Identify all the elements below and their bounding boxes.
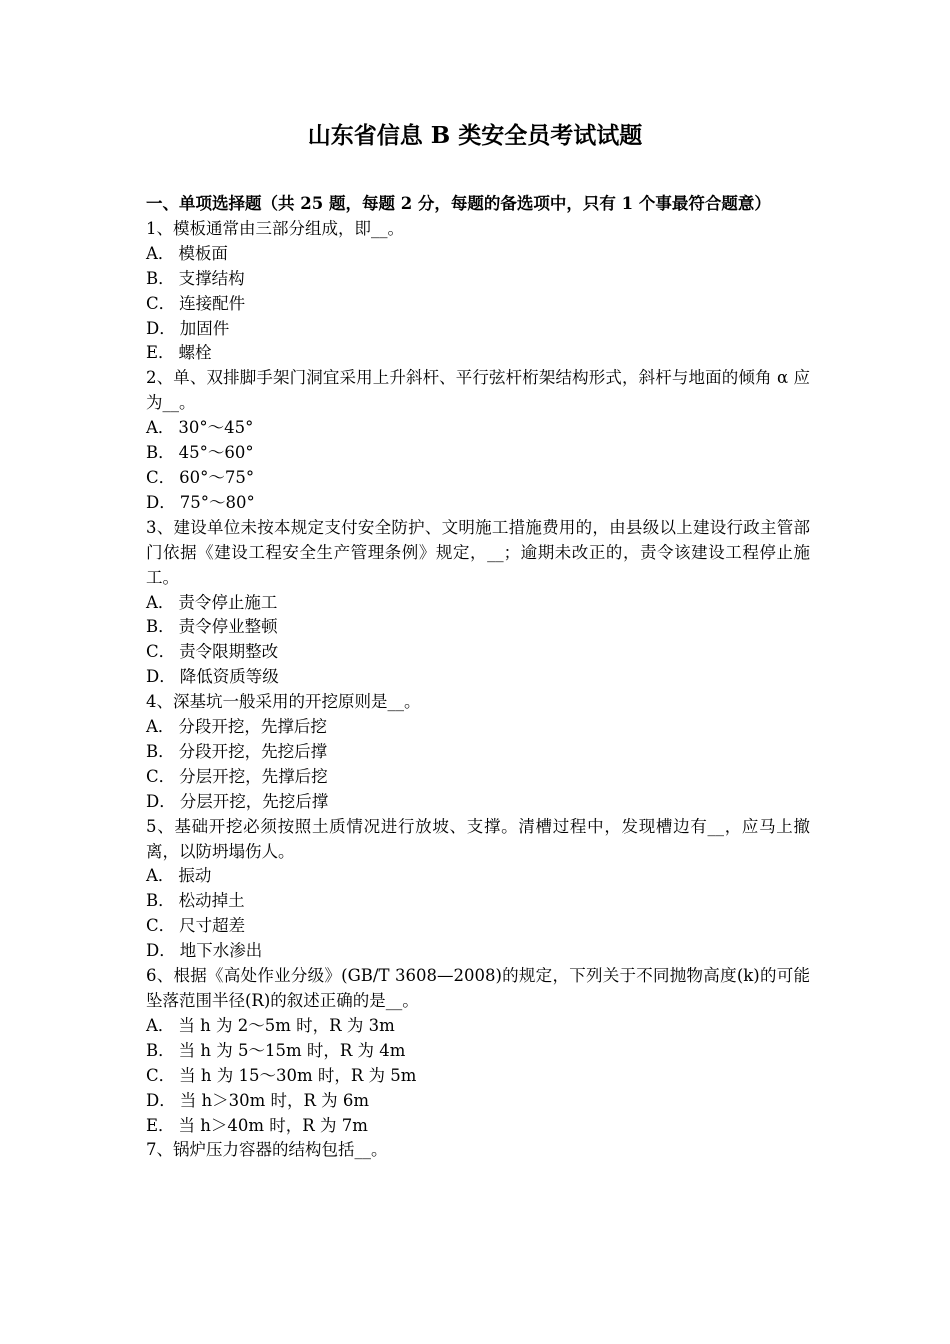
option-text: 75°～80° xyxy=(179,492,255,512)
option-text: 60°～75° xyxy=(179,467,255,487)
option-letter: B． xyxy=(146,1040,175,1060)
question-stem: 1、模板通常由三部分组成，即__。 xyxy=(146,218,404,238)
question-stem: 4、深基坑一般采用的开挖原则是__。 xyxy=(146,692,421,712)
option-text: 当 h＞30m 时，R 为 6m xyxy=(179,1090,370,1110)
question-block xyxy=(146,815,810,964)
answer-option xyxy=(146,790,810,815)
option-text: 支撑结构 xyxy=(178,268,245,288)
answer-option xyxy=(146,491,810,516)
answer-option xyxy=(146,1089,810,1114)
option-letter: C． xyxy=(146,467,176,487)
option-text: 松动掉土 xyxy=(178,891,245,911)
option-text: 当 h 为 2～5m 时，R 为 3m xyxy=(178,1015,395,1035)
question-block xyxy=(146,690,810,815)
section-header: 一、单项选择题（共 25 题，每题 2 分，每题的备选项中，只有 1 个事最符合题意） xyxy=(146,194,771,213)
answer-option xyxy=(146,341,810,366)
answer-option xyxy=(146,242,810,267)
answer-option xyxy=(146,267,810,292)
option-text: 分段开挖，先撑后挖 xyxy=(178,717,327,737)
question-stem: 6、根据《高处作业分级》(GB/T 3608—2008)的规定，下列关于不同抛物高度(k)的可能坠落范围半径(R)的叙述正确的是__。 xyxy=(146,966,810,1010)
option-letter: C． xyxy=(146,916,176,936)
question-block xyxy=(146,366,810,515)
option-letter: A． xyxy=(146,1015,175,1035)
option-letter: B． xyxy=(146,443,175,463)
option-text: 地下水渗出 xyxy=(179,941,263,961)
option-text: 振动 xyxy=(178,866,212,886)
answer-option xyxy=(146,1039,810,1064)
answer-option xyxy=(146,715,810,740)
answer-option xyxy=(146,914,810,939)
answer-option xyxy=(146,765,810,790)
answer-option xyxy=(146,416,810,441)
answer-option xyxy=(146,1064,810,1089)
option-text: 分层开挖，先撑后挖 xyxy=(179,766,328,786)
option-letter: D． xyxy=(146,1090,176,1110)
question-stem: 5、基础开挖必须按照土质情况进行放坡、支撑。清槽过程中，发现槽边有__，应马上撤离，以防坍塌伤人。 xyxy=(146,816,810,861)
option-text: 螺栓 xyxy=(178,343,212,363)
question-stem: 3、建设单位未按本规定支付安全防护、文明施工措施费用的，由县级以上建设行政主管部门依据《建设工程安全生产管理条例》规定，__；逾期未改正的，责令该建设工程停止施工。 xyxy=(146,517,810,587)
option-letter: D． xyxy=(146,667,176,687)
option-letter: C． xyxy=(146,293,176,313)
answer-option xyxy=(146,640,810,665)
answer-option xyxy=(146,939,810,964)
answer-option xyxy=(146,740,810,765)
option-letter: C． xyxy=(146,766,176,786)
option-letter: B． xyxy=(146,741,175,761)
option-text: 责令停止施工 xyxy=(178,592,278,612)
option-text: 30°～45° xyxy=(178,418,254,438)
answer-option xyxy=(146,1014,810,1039)
option-letter: D． xyxy=(146,492,176,512)
question-stem: 2、单、双排脚手架门洞宜采用上升斜杆、平行弦杆桁架结构形式，斜杆与地面的倾角 α 应为__。 xyxy=(146,368,810,413)
answer-option xyxy=(146,317,810,342)
option-text: 模板面 xyxy=(178,243,228,263)
option-letter: A． xyxy=(146,592,175,612)
answer-option xyxy=(146,466,810,491)
answer-option xyxy=(146,1114,810,1139)
answer-option xyxy=(146,292,810,317)
option-letter: E． xyxy=(146,343,175,363)
question-block xyxy=(146,1138,810,1163)
document-title: 山东省信息 B 类安全员考试试题 xyxy=(307,122,643,149)
question-stem: 7、锅炉压力容器的结构包括__。 xyxy=(146,1140,388,1160)
option-text: 当 h 为 15～30m 时，R 为 5m xyxy=(179,1065,417,1085)
answer-option xyxy=(146,665,810,690)
option-letter: B． xyxy=(146,268,175,288)
option-letter: D． xyxy=(146,791,176,811)
option-text: 当 h＞40m 时，R 为 7m xyxy=(178,1115,368,1135)
option-text: 责令停业整顿 xyxy=(178,617,278,637)
question-block xyxy=(146,217,810,366)
option-text: 连接配件 xyxy=(179,293,246,313)
option-letter: E． xyxy=(146,1115,175,1135)
answer-option xyxy=(146,864,810,889)
option-letter: A． xyxy=(146,243,175,263)
option-letter: B． xyxy=(146,891,175,911)
option-letter: A． xyxy=(146,717,175,737)
option-text: 责令限期整改 xyxy=(179,642,279,662)
option-text: 分层开挖，先挖后撑 xyxy=(179,791,329,811)
option-letter: B． xyxy=(146,617,175,637)
option-letter: C． xyxy=(146,642,176,662)
option-letter: A． xyxy=(146,866,175,886)
option-text: 降低资质等级 xyxy=(179,667,279,687)
answer-option xyxy=(146,889,810,914)
option-letter: C． xyxy=(146,1065,176,1085)
option-text: 加固件 xyxy=(179,318,230,338)
answer-option xyxy=(146,615,810,640)
option-letter: D． xyxy=(146,318,176,338)
option-letter: A． xyxy=(146,418,175,438)
answer-option xyxy=(146,591,810,616)
answer-option xyxy=(146,441,810,466)
option-text: 尺寸超差 xyxy=(179,916,246,936)
question-block xyxy=(146,964,810,1138)
option-text: 当 h 为 5～15m 时，R 为 4m xyxy=(178,1040,406,1060)
question-list xyxy=(146,217,810,1163)
option-letter: D． xyxy=(146,941,176,961)
option-text: 分段开挖，先挖后撑 xyxy=(178,741,328,761)
option-text: 45°～60° xyxy=(178,443,254,463)
question-block xyxy=(146,516,810,690)
